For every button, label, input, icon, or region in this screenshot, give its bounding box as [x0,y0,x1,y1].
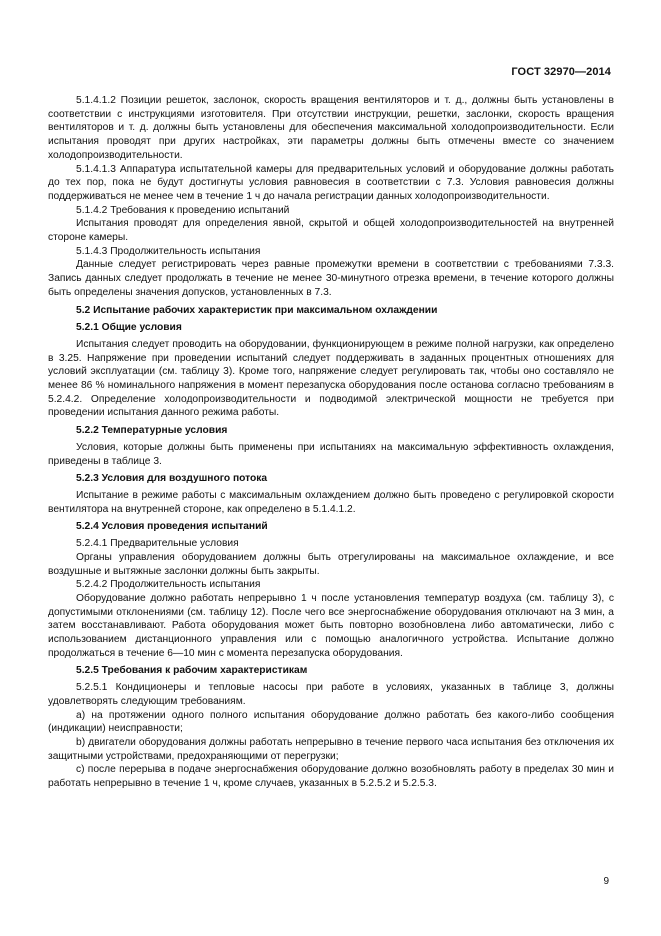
paragraph: 5.2.4.1 Предварительные условия [76,538,239,550]
page-number: 9 [603,876,609,887]
section-heading: 5.2.2 Температурные условия [76,425,228,437]
section-heading: 5.2.3 Условия для воздушного потока [76,473,268,485]
paragraph: Органы управления оборудованием должны быть отрегулированы на максимальное охлаждение, и все воздушные и вытяжные заслонки должны быть закрыты. [48,551,614,577]
paragraph: Условия, которые должны быть применены при испытаниях на максимальную эффективность охлаждения, приведены в таблице 3. [48,441,614,467]
paragraph: 5.1.4.1.2 Позиции решеток, заслонок, скорость вращения вентиляторов и т. д., должны быть установлены в соответствии с инструкциями изготовителя. При отсутствии инструкции, решетки, заслонки, скорость вращения вентиляторов и т. д. должны быть установлены для обеспечения максимальной холодопроизводительности. Если испытания проводят при других настройках, эти параметры должны быть отмечены вместе со значением холодопроизводительности. [48,95,614,161]
standard-header: ГОСТ 32970—2014 [511,66,611,78]
paragraph: Испытание в режиме работы с максимальным охлаждением должно быть проведено с регулировкой скорости вентилятора на внутренней стороне, как определено в 5.1.4.1.2. [48,489,614,515]
paragraph: 5.1.4.2 Требования к проведению испытаний [76,204,290,216]
document-body [48,94,614,791]
paragraph: 5.1.4.3 Продолжительность испытания [76,245,261,257]
paragraph: Данные следует регистрировать через равные промежутки времени в соответствии с требованиями 7.3.3. Запись данных следует продолжать в течение не менее 30-минутного отрезка времени, в течение которого должны быть определены значения допусков, установленных в 7.3. [48,259,614,298]
paragraph: Испытания проводят для определения явной, скрытой и общей холодопроизводительностей на внутренней стороне камеры. [48,218,614,244]
paragraph: Оборудование должно работать непрерывно 1 ч после установления температур воздуха (см. таблицу 3), с допустимыми отклонениями (см. таблицу 12). После чего все энергоснабжение оборудования отключают на 3 мин, а затем восстанавливают. Работа оборудования может быть повторно возобновлена либо автоматически, либо с использованием дистанционного управления или с помощью аналогичного устройства. Испытание должно продолжаться в течение 6—10 мин с момента перезапуска оборудования. [48,592,614,659]
paragraph: 5.2.5.1 Кондиционеры и тепловые насосы при работе в условиях, указанных в таблице 3, должны удовлетворять следующим требованиям. [48,682,614,707]
section-heading: 5.2.4 Условия проведения испытаний [76,521,268,533]
section-heading: 5.2.5 Требования к рабочим характеристикам [76,665,308,677]
paragraph: c) после перерыва в подаче энергоснабжения оборудование должно возобновлять работу в пределах 30 мин и работать непрерывно в течение 1 ч, кроме случаев, указанных в 5.2.5.2 и 5.2.5.3. [48,764,614,790]
paragraph: b) двигатели оборудования должны работать непрерывно в течение первого часа испытания без отключения их защитными устройствами, предохраняющими от перегрузки; [48,736,614,762]
section-heading: 5.2 Испытание рабочих характеристик при максимальном охлаждении [76,304,438,316]
section-heading: 5.2.1 Общие условия [76,322,182,334]
paragraph: 5.2.4.2 Продолжительность испытания [76,579,261,591]
paragraph: Испытания следует проводить на оборудовании, функционирующем в режиме полной нагрузки, как определено в 3.25. Напряжение при проведении испытаний следует поддерживать в заданных процентных отношениях для условий эксплуатации (см. таблицу 3). Кроме того, напряжение следует регулировать так, чтобы оно составляло не менее 86 % номинального напряжения в момент перезапуска оборудования после останова согласно требованиям в 5.2.4.2. Определение холодопроизводительности и подводимой электрической мощности не требуется при проведении испытания данного режима работы. [48,338,614,419]
paragraph: a) на протяжении одного полного испытания оборудование должно работать без какого-либо сообщения (индикации) неисправности; [48,709,614,735]
paragraph: 5.1.4.1.3 Аппаратура испытательной камеры для предварительных условий и оборудование должны работать до тех пор, пока не будут достигнуты условия равновесия в соответствии с 7.3. Условия равновесия должны поддерживаться не менее чем в течение 1 ч до начала регистрации данных холодопроизводительности. [48,163,614,202]
